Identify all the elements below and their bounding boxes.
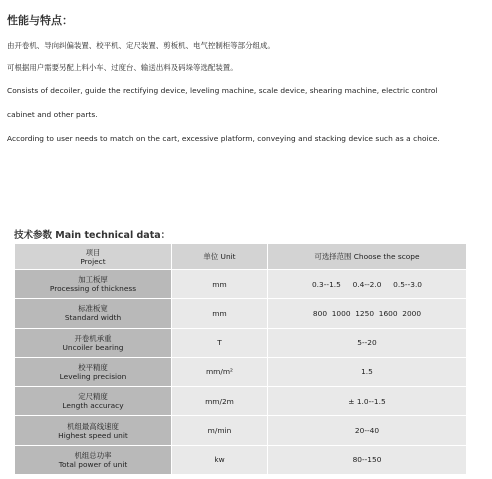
row-name-zh: 开卷机承重 [74,333,112,343]
features-paragraph-zh-1: 由开卷机、导向纠偏装置、校平机、定尺装置、剪板机、电气控制柜等部分组成。 [7,41,275,50]
header-project-en: Project [80,256,106,266]
row-unit: mm/m² [172,357,268,386]
row-scope: 20--40 [268,416,467,445]
row-name-en: Standard width [64,313,122,323]
table-row [15,270,467,299]
row-name [15,445,172,474]
row-unit: mm [172,299,268,328]
row-name [15,299,172,328]
row-name-zh: 定尺精度 [78,392,108,402]
features-paragraph-en-2: cabinet and other parts. [7,110,98,119]
row-unit: mm/2m [172,387,268,416]
features-title: 性能与特点： [7,14,73,27]
header-scope [268,244,467,270]
table-row [15,357,467,386]
header-project [15,244,172,270]
header-scope-label: 可选择范围 Choose the scope [314,252,420,261]
row-name [15,270,172,299]
row-name-zh: 机组总功率 [74,450,112,460]
header-unit-label: 单位 Unit [203,252,236,261]
row-name-en: Uncoiler bearing [62,342,124,352]
row-name-zh: 加工板厚 [78,275,108,285]
header-project-zh: 项目 [85,247,101,257]
table-row [15,445,467,474]
row-name-en: Processing of thickness [49,284,137,294]
row-name [15,328,172,357]
table-row [15,416,467,445]
table-row [15,387,467,416]
features-paragraph-zh-2: 可根据用户需要另配上料小车、过度台、输送出料及码垛等选配装置。 [7,63,238,72]
row-name-zh: 校平精度 [78,362,108,372]
table-row [15,299,467,328]
table-header-row [15,244,467,270]
row-unit: kw [172,445,268,474]
row-name-zh: 机组最高线速度 [67,421,119,431]
features-paragraph-en-1: Consists of decoiler, guide the rectifying device, leveling machine, scale device, shearing machine, electric control [7,86,438,95]
technical-data-title: 技术参数 Main technical data： [14,230,171,241]
row-name-en: Highest speed unit [58,430,128,440]
header-unit [172,244,268,270]
row-name [15,387,172,416]
row-name [15,416,172,445]
row-unit: mm [172,270,268,299]
features-paragraph-en-3: According to user needs to match on the cart, excessive platform, conveying and stacking device such as a choice. [7,134,440,143]
row-scope: 800 1000 1250 1600 2000 [268,299,467,328]
row-scope: 0.3--1.5 0.4--2.0 0.5--3.0 [268,270,467,299]
row-name-en: Total power of unit [58,459,128,469]
row-scope: ± 1.0--1.5 [268,387,467,416]
row-unit: T [172,328,268,357]
row-scope: 80--150 [268,445,467,474]
row-name-en: Leveling precision [59,371,127,381]
row-name [15,357,172,386]
table-row [15,328,467,357]
row-name-en: Length accuracy [62,401,124,411]
row-name-zh: 标准板宽 [78,304,108,314]
row-scope: 1.5 [268,357,467,386]
row-unit: m/min [172,416,268,445]
technical-data-table [14,243,467,475]
row-scope: 5--20 [268,328,467,357]
